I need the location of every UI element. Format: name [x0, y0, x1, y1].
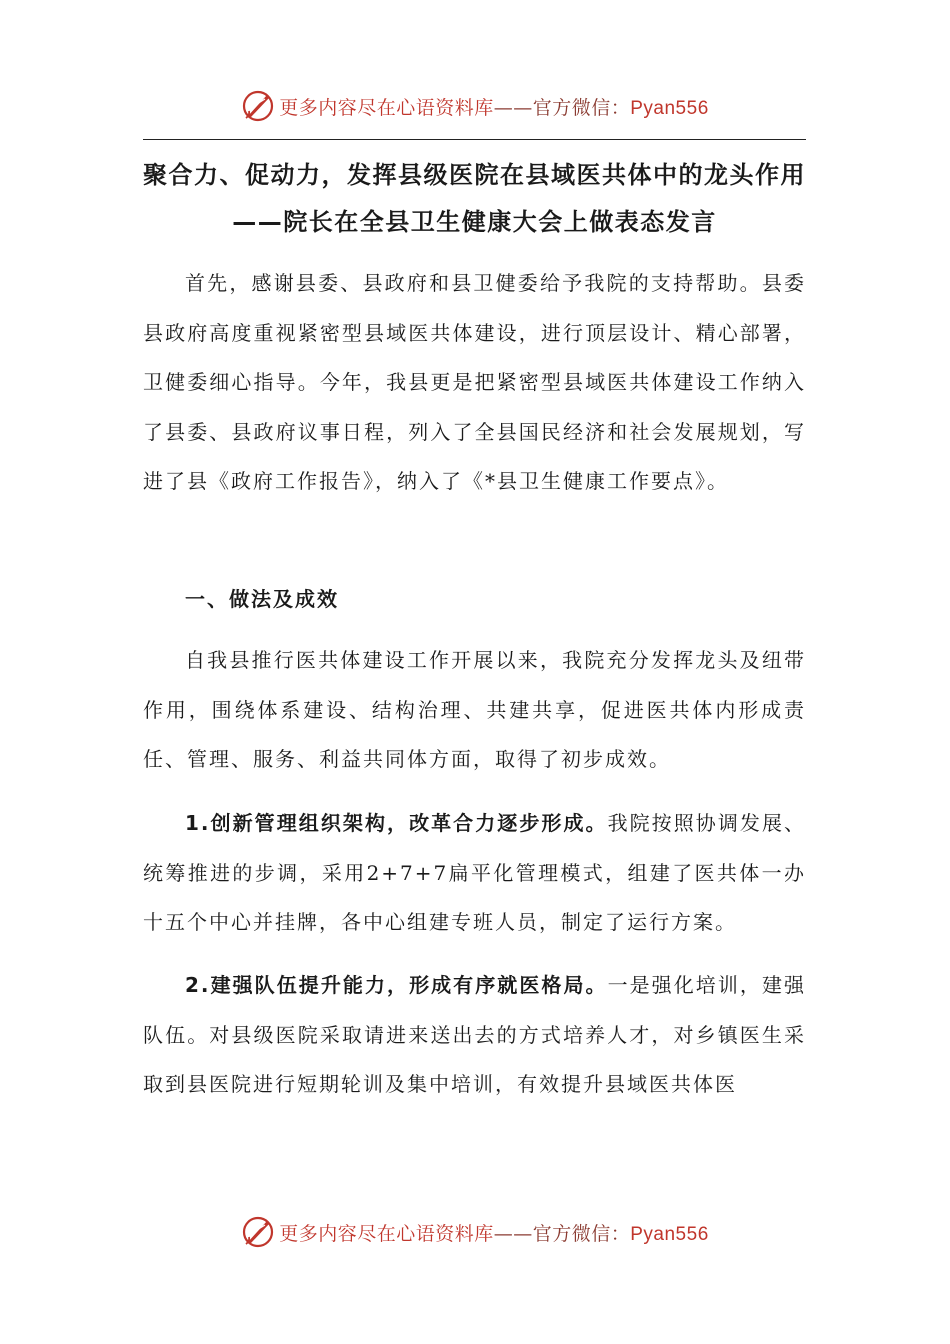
banner-wechat-id: Pyan556	[630, 1223, 709, 1245]
banner-dash: ——	[493, 1222, 533, 1245]
header-banner	[0, 84, 950, 128]
list-item-2	[143, 961, 806, 1110]
banner-label: 更多内容尽在心语资料库	[279, 96, 494, 119]
list-item-1-text: 我院按照协调发展、统筹推进的步调，采用2+7+7扁平化管理模式，组建了医共体一办十五个中心并挂牌，各中心组建专班人员，制定了运行方案。	[143, 811, 807, 934]
banner-wechat-label: 官方微信：	[532, 96, 631, 119]
section-heading: 一、做法及成效	[185, 587, 339, 611]
intro-paragraph: 首先，感谢县委、县政府和县卫健委给予我院的支持帮助。县委县政府高度重视紧密型县域医共体建设，进行顶层设计、精心部署，卫健委细心指导。今年，我县更是把紧密型县域医共体建设工作纳入了县委、县政府议事日程，列入了全县国民经济和社会发展规划，写进了县《政府工作报告》，纳入了《*县卫生健康工作要点》。	[143, 271, 806, 493]
banner-label: 更多内容尽在心语资料库	[279, 1222, 494, 1245]
footer-banner	[0, 1210, 950, 1254]
document-title: 聚合力、促动力，发挥县级医院在县域医共体中的龙头作用——院长在全县卫生健康大会上做表态发言	[143, 161, 806, 236]
list-item-1	[143, 799, 806, 948]
header-divider	[143, 139, 806, 140]
section-paragraph: 自我县推行医共体建设工作开展以来，我院充分发挥龙头及纽带作用，围绕体系建设、结构治理、共建共享，促进医共体内形成责任、管理、服务、利益共同体方面，取得了初步成效。	[143, 648, 806, 771]
quill-logo-icon	[241, 1215, 275, 1249]
list-item-1-lead: 1.创新管理组织架构，改革合力逐步形成。	[185, 811, 608, 835]
list-item-2-text: 一是强化培训，建强队伍。对县级医院采取请进来送出去的方式培养人才，对乡镇医生采取到县医院进行短期轮训及集中培训，有效提升县域医共体医	[143, 973, 807, 1096]
list-item-2-lead: 2.建强队伍提升能力，形成有序就医格局。	[185, 973, 608, 997]
quill-logo-icon	[241, 89, 275, 123]
banner-wechat-label: 官方微信：	[532, 1222, 631, 1245]
banner-wechat-id: Pyan556	[630, 97, 709, 119]
banner-dash: ——	[493, 96, 533, 119]
